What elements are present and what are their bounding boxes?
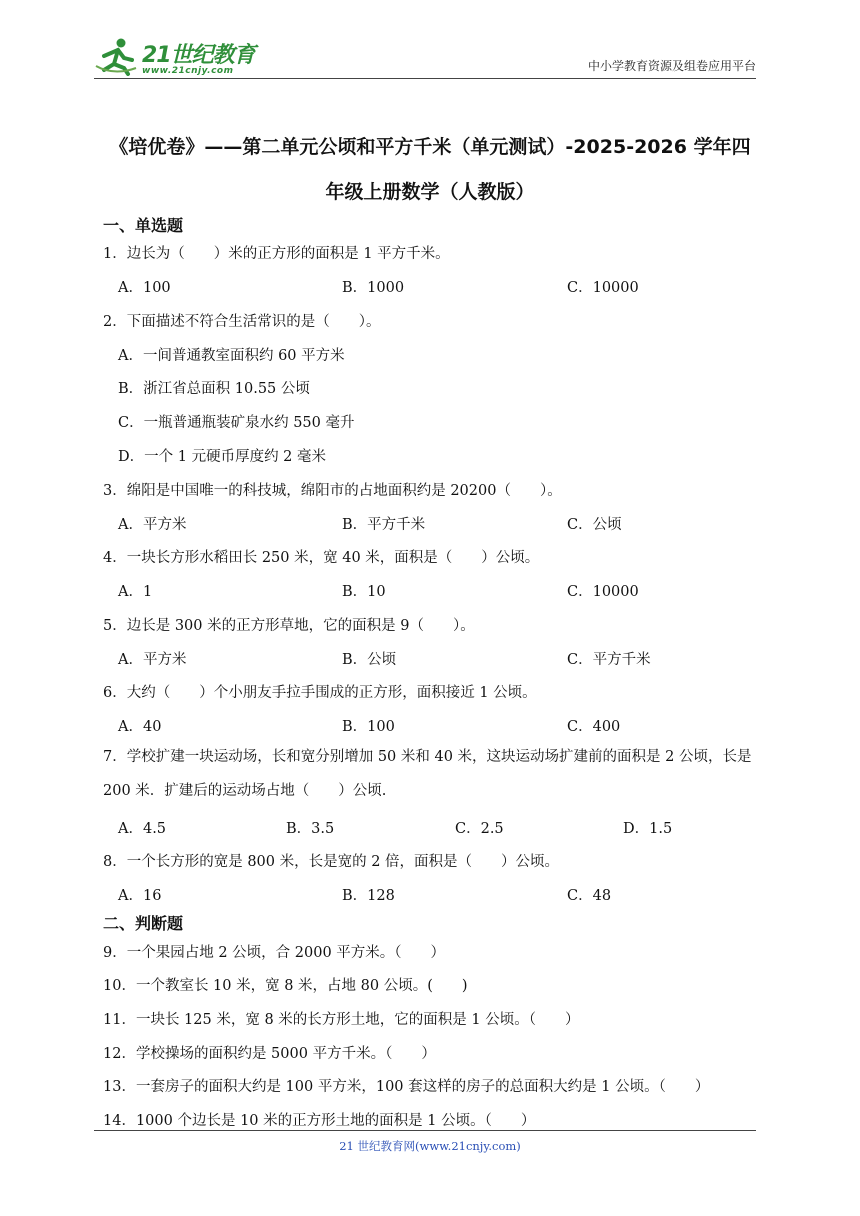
q2-option-c[interactable]: C．一瓶普通瓶装矿泉水约 550 毫升 [118,415,355,431]
q3-option-b[interactable]: B．平方千米 [342,517,426,533]
platform-label: 中小学教育资源及组卷应用平台 [587,59,756,73]
question-13: 13．一套房子的面积大约是 100 平方米，100 套这样的房子的总面积大约是 1 公顷。（ ） [103,1079,710,1095]
q3-option-a[interactable]: A．平方米 [118,517,187,533]
q6-option-c[interactable]: C．400 [567,719,621,735]
question-14: 14．1000 个边长是 10 米的正方形土地的面积是 1 公顷。（ ） [103,1113,536,1129]
question-6: 6．大约（ ）个小朋友手拉手围成的正方形，面积接近 1 公顷。 [103,685,537,701]
q6-option-b[interactable]: B．100 [342,719,395,735]
section-heading-single-choice: 一、单选题 [103,216,184,235]
question-7: 7．学校扩建一块运动场，长和宽分别增加 50 米和 40 米，这块运动场扩建前的面积是 2 公顷，长是 200 米．扩建后的运动场占地（ ）公顷. [103,749,752,799]
question-3: 3．绵阳是中国唯一的科技城，绵阳市的占地面积约是 20200（ ）。 [103,483,562,499]
q2-option-d[interactable]: D．一个 1 元硬币厚度约 2 毫米 [118,449,327,465]
q5-option-a[interactable]: A．平方米 [118,652,187,668]
q5-option-c[interactable]: C．平方千米 [567,652,651,668]
question-4: 4．一块长方形水稻田长 250 米，宽 40 米，面积是（ ）公顷。 [103,550,540,566]
q8-option-a[interactable]: A．16 [118,888,162,904]
q7-option-d[interactable]: D．1.5 [623,821,673,837]
question-2: 2．下面描述不符合生活常识的是（ ）。 [103,314,381,330]
question-11: 11．一块长 125 米，宽 8 米的长方形土地，它的面积是 1 公顷。（ ） [103,1012,580,1028]
q2-option-a[interactable]: A．一间普通教室面积约 60 平方米 [118,348,345,364]
question-12: 12．学校操场的面积约是 5000 平方千米。（ ） [103,1046,436,1062]
question-1: 1．边长为（ ）米的正方形的面积是 1 平方千米。 [103,246,450,262]
logo-text: 21世纪教育 [142,43,255,68]
q5-option-b[interactable]: B．公顷 [342,652,397,668]
page-header [94,34,756,79]
q8-option-b[interactable]: B．128 [342,888,395,904]
q7-option-a[interactable]: A．4.5 [118,821,167,837]
q3-option-c[interactable]: C．公顷 [567,517,622,533]
runner-logo-icon [94,36,138,76]
q6-option-a[interactable]: A．40 [118,719,162,735]
footer-divider [94,1130,756,1131]
question-10: 10．一个教室长 10 米，宽 8 米，占地 80 公顷。( ) [103,978,468,994]
page-title-line-1: 《培优卷》——第二单元公顷和平方千米（单元测试）-2025-2026 学年四 [109,136,751,158]
q8-option-c[interactable]: C．48 [567,888,612,904]
q1-option-c[interactable]: C．10000 [567,280,639,296]
q4-option-a[interactable]: A．1 [118,584,153,600]
q1-option-b[interactable]: B．1000 [342,280,405,296]
q2-option-b[interactable]: B．浙江省总面积 10.55 公顷 [118,381,310,397]
logo-url: www.21cnjy.com [142,66,234,76]
question-5: 5．边长是 300 米的正方形草地，它的面积是 9（ ）。 [103,618,475,634]
page-title-line-2: 年级上册数学（人教版） [325,181,535,203]
q1-option-a[interactable]: A．100 [118,280,171,296]
q7-option-c[interactable]: C．2.5 [455,821,504,837]
section-heading-true-false: 二、判断题 [103,914,184,933]
question-9: 9．一个果园占地 2 公顷，合 2000 平方米。（ ） [103,945,446,961]
q4-option-b[interactable]: B．10 [342,584,386,600]
question-8: 8．一个长方形的宽是 800 米，长是宽的 2 倍，面积是（ ）公顷。 [103,854,560,870]
q7-option-b[interactable]: B．3.5 [286,821,335,837]
footer-link[interactable]: 21 世纪教育网(www.21cnjy.com) [339,1139,521,1153]
q4-option-c[interactable]: C．10000 [567,584,639,600]
